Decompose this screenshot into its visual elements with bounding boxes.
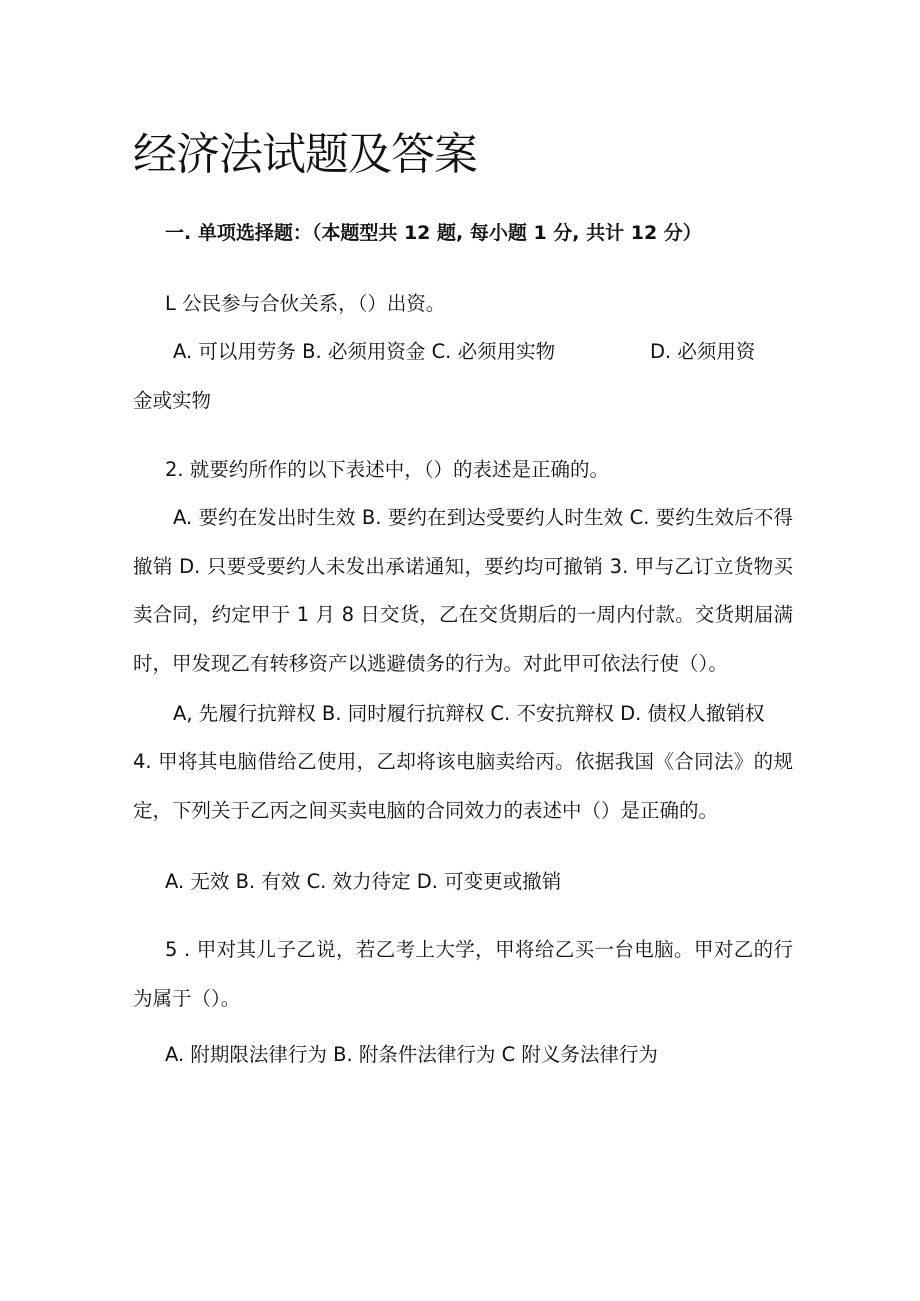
question-1-option-d: D. 必须用资 [650,340,756,363]
section-heading: 一. 单项选择题：（本题型共 12 题, 每小题 1 分, 共计 12 分） [165,222,702,244]
question-1-options: A. 可以用劳务 B. 必须用资金 C. 必须用实物 [173,340,556,363]
question-1-option-d-continued: 金或实物 [133,389,212,412]
question-2-stem: 2. 就要约所作的以下表述中，（）的表述是正确的。 [165,458,610,481]
question-4-stem: 4. 甲将其电脑借给乙使用，乙却将该电脑卖给丙。依据我国《合同法》的规定，下列关于乙丙之间买卖电脑的合同效力的表述中（）是正确的。 [133,750,793,822]
question-5-stem [133,926,793,1023]
question-2-options-text: A. 要约在发出时生效 B. 要约在到达受要约人时生效 C. 要约生效后不得撤销 D. 只要受要约人未发出承诺通知，要约均可撤销 3. 甲与乙订立货物买卖合同，约定甲于 1 月 8 日交货，乙在交货期后的一周内付款。交货期届满时，甲发现乙有转移资产以逃避债务的行为。对此甲可依法行使（）。 [133,506,793,675]
question-3-options: A, 先履行抗辩权 B. 同时履行抗辩权 C. 不安抗辩权 D. 债权人撤销权 [173,702,765,725]
document-title: 经济法试题及答案 [133,129,477,180]
question-5-options: A. 附期限法律行为 B. 附条件法律行为 C 附义务法律行为 [165,1043,658,1066]
question-2-options-and-question-3 [133,494,793,688]
question-1-stem: L 公民参与合伙关系，（）出资。 [165,292,446,315]
question-4-options: A. 无效 B. 有效 C. 效力待定 D. 可变更或撤销 [165,870,562,893]
question-5-stem-text: 5 . 甲对其儿子乙说，若乙考上大学，甲将给乙买一台电脑。甲对乙的行为属于（）。 [133,938,793,1010]
